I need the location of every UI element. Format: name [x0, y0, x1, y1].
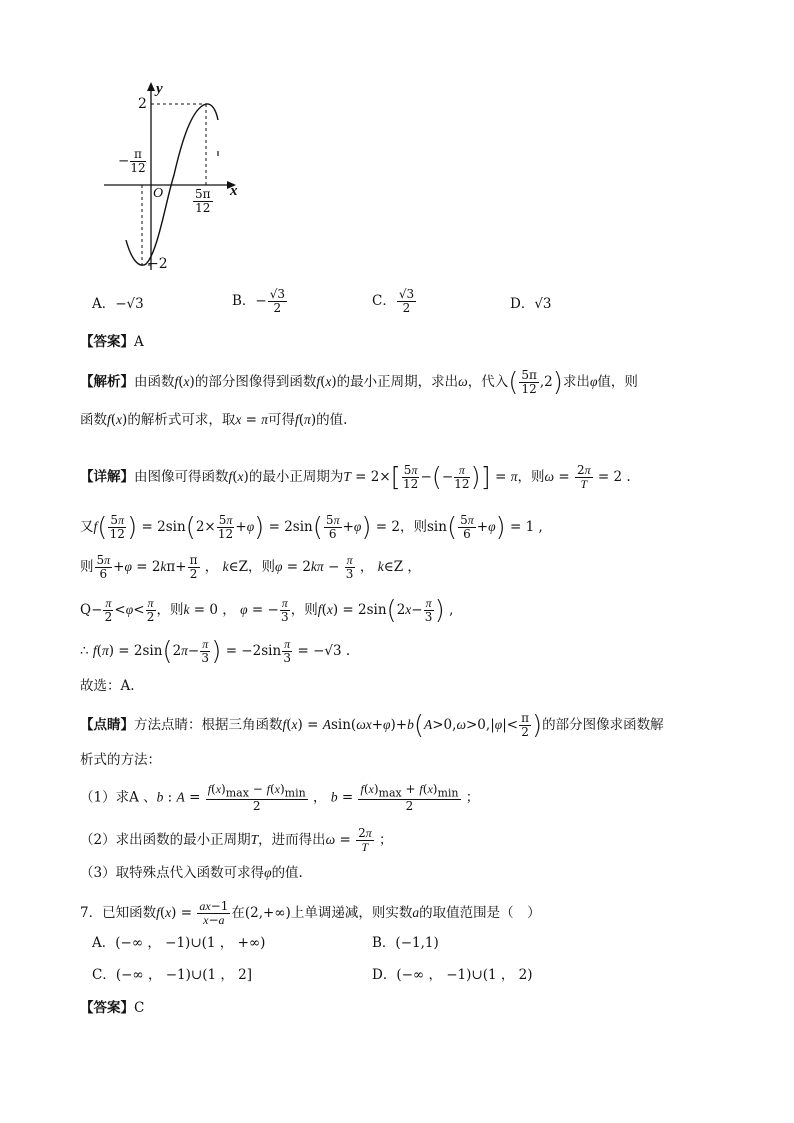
analysis-text: 的部分图像得到函数 [194, 374, 317, 390]
q7-text: 的取值范围是（ ） [419, 905, 541, 921]
y-min-label: −2 [147, 256, 168, 272]
x-neg-num: π [130, 148, 145, 162]
detail-line-1: 【详解】由图像可得函数f(x)的最小正周期为T = 2×[ $\frac{5\pi}{12}$ −(− $\frac{\pi}{12}$ )] = π，则ω = $\frac{2\pi}{T}$ = 2 . [80, 462, 631, 493]
q7-option-c-label: C． [92, 967, 116, 983]
analysis-line-1: 【解析】由函数f(x)的部分图像得到函数f(x)的最小正周期，求出ω，代入( $\frac{5\pi}{12}$ ,2)求出φ值，则 [80, 367, 638, 398]
q7-interval: (2,+∞) [244, 905, 291, 921]
q7-text: 上单调递减，则实数 [290, 905, 413, 921]
dianjing-text: （1）求A 、 [80, 789, 157, 806]
answer-7-tag: 【答案】 [80, 1000, 134, 1016]
detail-text: ，则 [156, 602, 184, 618]
analysis-text: 值，则 [597, 374, 638, 390]
dianjing-tag: 【点睛】 [80, 717, 134, 733]
q7-option-d-text: (−∞ ， −1)∪(1 ， 2) [396, 967, 533, 983]
dianjing-text: 的部分图像求函数解 [542, 717, 664, 733]
analysis-text: 函数 [80, 412, 107, 428]
q7-option-d-label: D． [372, 967, 397, 983]
detail-line-2: 又f( $\frac{5\pi}{12}$ ) = 2sin(2× $\frac{5\pi}{12}$ +φ) = 2sin( $\frac{5\pi}{6}$ +φ) = 2，则sin( $\frac{5\pi}{6}$ +φ) = 1 , [80, 512, 543, 543]
q7-option-b-label: B． [372, 935, 396, 951]
analysis-tag: 【解析】 [80, 374, 134, 390]
question-7: 7．已知函数f(x) = $\frac{ax-1}{x-a}$ 在(2,+∞)上单调递减，则实数a的取值范围是（ ） [80, 899, 541, 927]
option-d-label: D． [510, 296, 535, 312]
answer-6-value: A [134, 334, 144, 350]
detail-text: 由图像可得函数 [134, 469, 229, 485]
dianjing-step-1: （1）求A 、b : A = $f(x)_{max} - f(x)_{min}$ 2 ， b = $f(x)_{max} + f(x)_{min}$ 2 ； [80, 782, 480, 814]
detail-text: ，则 [400, 519, 427, 535]
x-pos-den: 12 [195, 201, 211, 215]
q7-option-d [372, 966, 533, 984]
analysis-text: 的值. [316, 412, 348, 428]
y-axis-arrow-icon [147, 82, 155, 91]
detail-text: 则 [80, 559, 94, 575]
dianjing-text: ，进而得出 [258, 832, 326, 848]
analysis-text: 的最小正周期，求出 [336, 374, 459, 390]
option-b: B．− $\frac{√3}{2}$ [232, 287, 286, 315]
answer-7 [80, 999, 144, 1017]
analysis-text: ，代入 [467, 374, 509, 390]
detail-line-4: Q− $\frac{\pi}{2}$ <φ< $\frac{\pi}{2}$ ，则k = 0 ， φ = − $\frac{\pi}{3}$ ，则f(x) = 2sin(2x− $\frac{\pi}{3}$ ) , [80, 595, 454, 626]
q7-text: 7．已知函数 [80, 905, 157, 921]
analysis-text: 求出 [562, 374, 590, 390]
origin-label: O [153, 186, 164, 201]
q7-option-c [92, 966, 252, 984]
option-a-label: A． [92, 296, 116, 312]
detail-line-5: ∴ f(π) = 2sin(2π− $\frac{\pi}{3}$ ) = −2sin $\frac{\pi}{3}$ = −√3 . [80, 636, 351, 667]
q7-option-a-label: A． [92, 935, 116, 951]
analysis-text: 可得 [268, 412, 295, 428]
x-pos-num: 5π [195, 187, 211, 201]
detail-line-3: 则 $\frac{5\pi}{6}$ +φ = 2kπ+ $\frac{\pi}{2}$ ， k∈Z，则φ = 2kπ − $\frac{\pi}{3}$ ， k∈Z ， [80, 553, 421, 581]
dianjing-step-2: （2）求出函数的最小正周期T，进而得出ω = $\frac{2\pi}{T}$ ； [80, 826, 393, 854]
answer-6 [80, 333, 144, 351]
q7-option-a-text: (−∞ ， −1)∪(1 ， +∞) [115, 935, 266, 951]
detail-text: 的最小正周期为 [248, 469, 344, 485]
analysis-line-2: 函数f(x)的解析式可求，取x = π可得f(π)的值. [80, 412, 348, 428]
x-pos-label [192, 188, 214, 215]
x-neg-sign: − [118, 153, 130, 169]
dianjing-line-1: 【点睛】方法点睛：根据三角函数f(x) = Asin(ωx+φ)+b(A>0,ω>0,|φ|< $\frac{\pi}{2}$ )的部分图像求函数解 [80, 710, 664, 741]
option-d: D．√3 [510, 296, 552, 312]
x-axis-label: x [230, 183, 238, 199]
analysis-text: 由函数 [134, 374, 175, 390]
dianjing-text: （2）求出函数的最小正周期 [80, 832, 251, 848]
y-max-label: 2 [138, 96, 147, 112]
option-a: A．−√3 [92, 296, 144, 312]
dianjing-text: 方法点睛：根据三角函数 [134, 717, 283, 733]
detail-text: ，则 [290, 602, 318, 618]
dianjing-text: （3）取特殊点代入函数可求得 [80, 865, 265, 881]
x-neg-den: 12 [130, 161, 146, 175]
detail-text: ，则 [517, 469, 545, 485]
answer-7-value: C [134, 1000, 145, 1016]
q7-option-c-text: (−∞ ， −1)∪(1 ， 2] [115, 967, 253, 983]
analysis-text: 的解析式可求，取 [127, 412, 236, 428]
x-neg-label [118, 148, 147, 175]
detail-text: 又 [80, 519, 94, 535]
detail-tag: 【详解】 [80, 469, 134, 485]
option-b-label: B． [232, 293, 256, 309]
sine-graph [96, 80, 246, 275]
option-c-label: C． [372, 293, 396, 309]
detail-conclusion: 故选：A. [80, 678, 135, 694]
option-c: C． $\frac{√3}{2}$ [372, 287, 415, 315]
answer-6-tag: 【答案】 [80, 334, 134, 350]
q7-text: 在 [231, 905, 245, 921]
q7-option-b-text: (−1,1) [395, 935, 439, 951]
detail-text: ，则 [247, 559, 275, 575]
y-axis-label: y [156, 81, 163, 97]
dianjing-step-3: （3）取特殊点代入函数可求得φ的值. [80, 865, 303, 881]
dianjing-line-2: 析式的方法： [80, 752, 161, 768]
q7-option-b [372, 934, 439, 952]
dianjing-text: 的值. [271, 865, 303, 881]
q7-option-a [92, 934, 265, 952]
